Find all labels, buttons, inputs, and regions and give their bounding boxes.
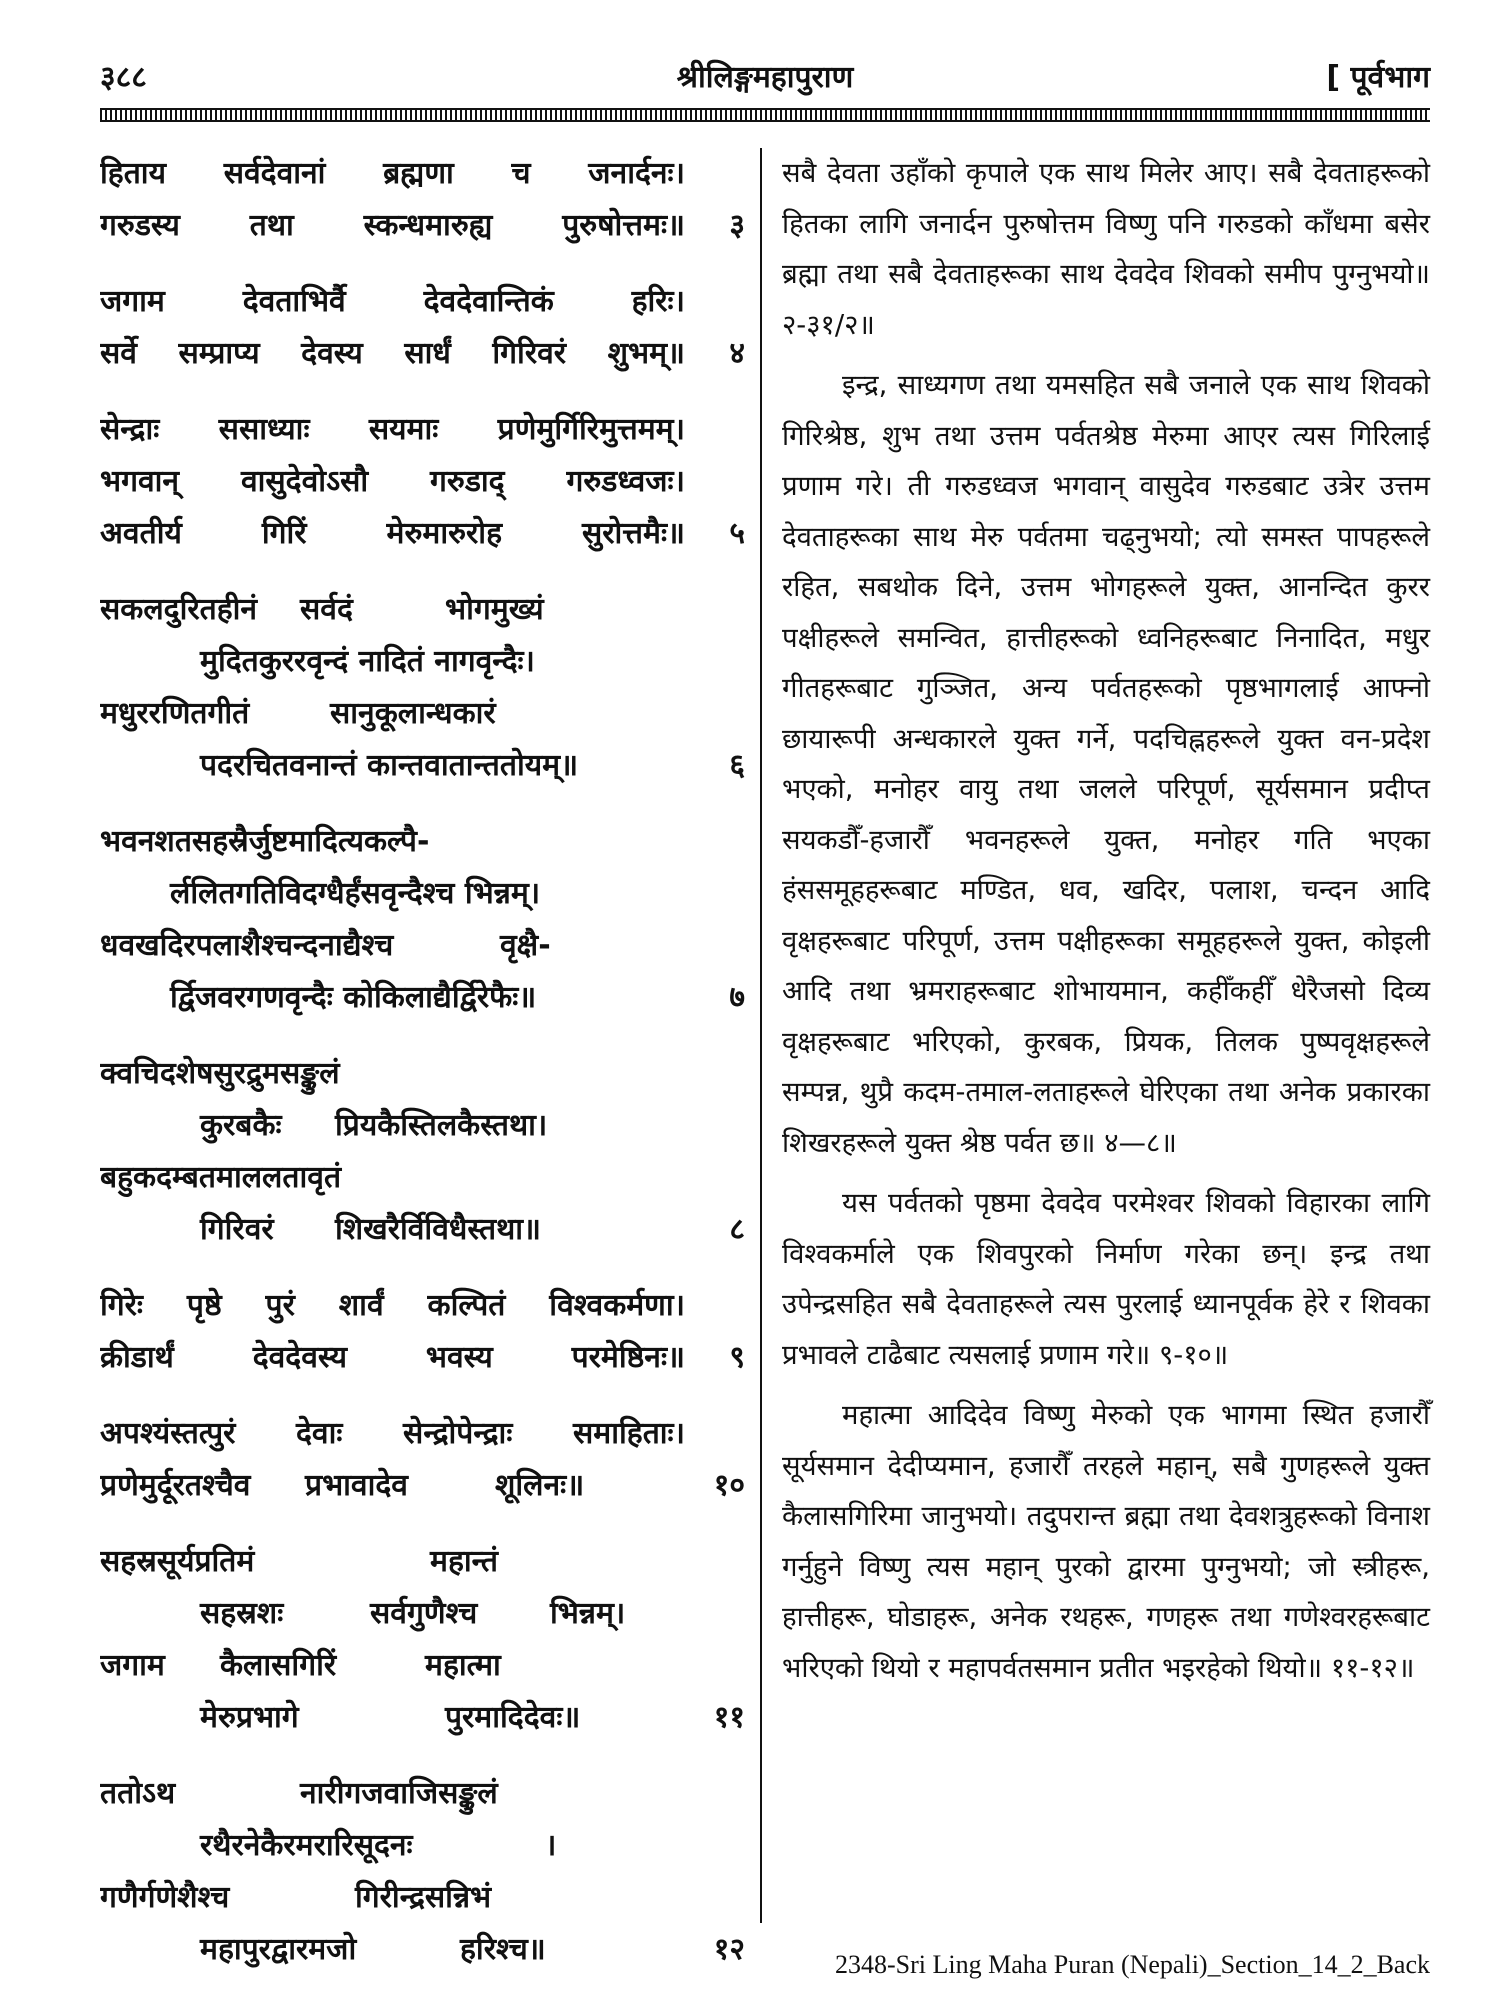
verse-text: भवनशतसहस्रैर्जुष्टमादित्यकल्पै-: [100, 824, 430, 859]
verse-text: भगवान् वासुदेवोऽसौ गरुडाद् गरुडध्वजः।: [100, 464, 685, 499]
translation-paragraph: इन्द्र, साध्यगण तथा यमसहित सबै जनाले एक साथ शिवको गिरिश्रेष्ठ, शुभ तथा उत्तम पर्वतश्रेष्ठ मेरुमा आएर त्यस गिरिलाई प्रणाम गरे। ती गरुडध्वज भगवान् वासुदेव गरुडबाट उत्रेर उत्तम देवताहरूका साथ मेरु पर्वतमा चढ्नुभयो; त्यो समस्त पापहरूले रहित, सबथोक दिने, उत्तम भोगहरूले युक्त, आनन्दित कुरर पक्षीहरूले समन्वित, हात्तीहरूको ध्वनिहरूबाट निनादित, मधुर गीतहरूबाट गुञ्जित, अन्य पर्वतहरूको पृष्ठभागलाई आफ्नो छायारूपी अन्धकारले युक्त गर्ने, पदचिह्नहरूले युक्त वन-प्रदेश भएको, मनोहर वायु तथा जलले परिपूर्ण, सूर्यसमान प्रदीप्त सयकडौँ-हजारौँ भवनहरूले युक्त, मनोहर गति भएका हंससमूहहरूबाट मण्डित, धव, खदिर, पलाश, चन्दन आदि वृक्षहरूबाट परिपूर्ण, उत्तम पक्षीहरूका समूहहरूले युक्त, कोइली आदि तथा भ्रमराहरूबाट शोभायमान, कहीँकहीँ धेरैजसो दिव्य वृक्षहरूबाट भरिएको, कुरबक, प्रियक, तिलक पुष्पवृक्षहरूले सम्पन्न, थुप्रै कदम-तमाल-लताहरूले घेरिएका तथा अनेक प्रकारका शिखरहरूले युक्त श्रेष्ठ पर्वत छ॥ ४—८॥: [782, 369, 1430, 1159]
verse-text: सेन्द्राः ससाध्याः सयमाः प्रणेमुर्गिरिमुत्तमम्।: [100, 412, 685, 447]
column-divider: [760, 148, 762, 1923]
verse-number: ११: [713, 1700, 745, 1735]
section-label: [ पूर्वभाग: [1326, 60, 1430, 95]
verse-text: बहुकदम्बतमाललतावृतं: [100, 1160, 342, 1195]
verse-line: [100, 1204, 745, 1256]
verse-line: [100, 584, 745, 636]
verse-line: [100, 328, 745, 380]
verse-text: महात्मा: [425, 1648, 501, 1683]
verse-line: [100, 1100, 745, 1152]
verse-text: गिरीन्द्रसन्निभं: [355, 1880, 492, 1915]
verse-number: ८: [729, 1212, 745, 1247]
verse-number: ५: [729, 516, 745, 551]
verse-line: [100, 688, 745, 740]
verse-line: [100, 456, 745, 508]
verse-line: [100, 972, 745, 1024]
verse-line: [100, 636, 745, 688]
verse-text: र्ललितगतिविदग्धैर्हंसवृन्दैश्च भिन्नम्।: [170, 876, 541, 911]
footer-code: 2348-Sri Ling Maha Puran (Nepali)_Section_14_2_Back: [835, 1950, 1430, 1979]
verse-block: [100, 1048, 745, 1256]
verse-line: [100, 1332, 745, 1384]
verse-text: भोगमुख्यं: [445, 592, 544, 627]
verse-text: हिताय सर्वदेवानां ब्रह्मणा च जनार्दनः।: [100, 156, 685, 191]
verse-text: भिन्नम्।: [550, 1596, 626, 1631]
verse-text: प्रणेमुर्दूरतश्चैव: [100, 1468, 251, 1503]
verse-text: जगाम: [100, 1648, 165, 1683]
verse-text: अवतीर्य गिरिं मेरुमारुरोह सुरोत्तमैः॥: [100, 516, 685, 551]
verse-number: ४: [729, 336, 745, 371]
verse-line: [100, 1408, 745, 1460]
verse-text: क्रीडार्थं देवदेवस्य भवस्य परमेष्ठिनः॥: [100, 1340, 685, 1375]
verse-number: १०: [713, 1468, 745, 1503]
verse-text: महान्तं: [430, 1544, 498, 1579]
verse-line: [100, 1588, 745, 1640]
translation-paragraph: महात्मा आदिदेव विष्णु मेरुको एक भागमा स्थित हजारौँ सूर्यसमान देदीप्यमान, हजारौँ तरहले महान्, सबै गुणहरूले युक्त कैलासगिरिमा जानुभयो। तदुपरान्त ब्रह्मा तथा देवशत्रुहरूको विनाश गर्नुहुने विष्णु त्यस महान् पुरको द्वारमा पुग्नुभयो; जो स्त्रीहरू, हात्तीहरू, घोडाहरू, अनेक रथहरू, गणहरू तथा गणेश्वरहरूबाट भरिएको थियो र महापर्वतसमान प्रतीत भइरहेको थियो॥ ११-१२॥: [782, 1399, 1430, 1684]
verse-block: [100, 276, 745, 380]
verse-text: मधुररणितगीतं: [100, 696, 250, 731]
verse-text: मेरुप्रभागे: [200, 1700, 299, 1735]
verse-block: [100, 1768, 745, 1976]
verse-text: सहस्रशः: [200, 1596, 284, 1631]
verse-block: [100, 1280, 745, 1384]
verse-text: गिरेः पृष्ठे पुरं शार्वं कल्पितं विश्वकर्मणा।: [100, 1288, 685, 1323]
verse-text: शूलिनः॥: [495, 1468, 585, 1503]
verse-text: सर्वदं: [300, 592, 353, 627]
verse-text: गणैर्गणेशैश्च: [100, 1880, 230, 1915]
verse-line: [100, 1640, 745, 1692]
verse-text: सहस्रसूर्यप्रतिमं: [100, 1544, 255, 1579]
verse-text: कैलासगिरिं: [220, 1648, 337, 1683]
verse-text: महापुरद्वारमजो: [200, 1932, 357, 1967]
verse-block: [100, 1408, 745, 1512]
page-header: [100, 55, 1430, 101]
verse-line: [100, 1280, 745, 1332]
verse-text: प्रभावादेव: [305, 1468, 408, 1503]
verse-text: ।: [545, 1828, 557, 1863]
page-number: ३८८: [100, 60, 147, 95]
verse-text: अपश्यंस्तत्पुरं देवाः सेन्द्रोपेन्द्राः समाहिताः।: [100, 1416, 685, 1451]
verse-line: [100, 920, 745, 972]
nepali-translation: [782, 148, 1430, 1703]
verse-line: [100, 740, 745, 792]
verse-line: [100, 1924, 745, 1976]
verse-line: [100, 276, 745, 328]
verse-number: ३: [729, 208, 745, 243]
verse-block: [100, 584, 745, 792]
verse-line: [100, 1820, 745, 1872]
verse-text: धवखदिरपलाशैश्चन्दनाद्यैश्च: [100, 928, 394, 963]
verse-line: [100, 1048, 745, 1100]
verse-block: [100, 404, 745, 560]
verse-line: [100, 508, 745, 560]
verse-line: [100, 868, 745, 920]
verse-text: क्वचिदशेषसुरद्रुमसङ्कुलं: [100, 1056, 340, 1091]
verse-line: [100, 1768, 745, 1820]
translation-paragraph: यस पर्वतको पृष्ठमा देवदेव परमेश्वर शिवको विहारका लागि विश्वकर्माले एक शिवपुरको निर्माण गरेका छन्। इन्द्र तथा उपेन्द्रसहित सबै देवताहरूले त्यस पुरलाई ध्यानपूर्वक हेरे र शिवका प्रभावले टाढैबाट त्यसलाई प्रणाम गरे॥ ९-१०॥: [782, 1187, 1430, 1371]
verse-text: कुरबकैः: [200, 1108, 282, 1143]
verse-text: मुदितकुररवृन्दं नादितं नागवृन्दैः।: [200, 644, 535, 679]
verse-text: वृक्षै-: [500, 928, 551, 963]
verse-number: १२: [713, 1932, 745, 1967]
verse-text: नारीगजवाजिसङ्कुलं: [300, 1776, 498, 1811]
verse-text: सर्वगुणैश्च: [370, 1596, 478, 1631]
verse-text: पुरमादिदेवः॥: [445, 1700, 581, 1735]
translation-paragraph: सबै देवता उहाँको कृपाले एक साथ मिलेर आए। सबै देवताहरूको हितका लागि जनार्दन पुरुषोत्तम विष्णु पनि गरुडको काँधमा बसेर ब्रह्मा तथा सबै देवताहरूका साथ देवदेव शिवको समीप पुग्नुभयो॥ २-३१/२॥: [782, 157, 1430, 341]
verse-line: [100, 1692, 745, 1744]
verse-line: [100, 1872, 745, 1924]
verse-line: [100, 1536, 745, 1588]
book-title: श्रीलिङ्गमहापुराण: [676, 60, 854, 95]
verse-number: ७: [729, 980, 745, 1015]
verse-text: गरुडस्य तथा स्कन्धमारुह्य पुरुषोत्तमः॥: [100, 208, 685, 243]
verse-text: ततोऽथ: [100, 1776, 176, 1811]
verse-line: [100, 1460, 745, 1512]
verse-text: गिरिवरं: [200, 1212, 274, 1247]
verse-text: शिखरैर्विविधैस्तथा॥: [335, 1212, 542, 1247]
verse-line: [100, 1152, 745, 1204]
verse-line: [100, 148, 745, 200]
verse-text: प्रियकैस्तिलकैस्तथा।: [335, 1108, 548, 1143]
sanskrit-verses: [100, 148, 745, 2000]
verse-line: [100, 404, 745, 456]
verse-text: रथैरनेकैरमरारिसूदनः: [200, 1828, 413, 1863]
verse-text: जगाम देवताभिर्वै देवदेवान्तिकं हरिः।: [100, 284, 685, 319]
verse-text: र्द्विजवरगणवृन्दैः कोकिलाद्यैर्द्विरेफैः॥: [170, 980, 537, 1015]
decorative-border: [100, 108, 1430, 122]
verse-number: ९: [729, 1340, 745, 1375]
verse-text: सकलदुरितहीनं: [100, 592, 258, 627]
verse-text: हरिश्च॥: [460, 1932, 546, 1967]
verse-number: ६: [729, 748, 745, 783]
verse-line: [100, 200, 745, 252]
verse-line: [100, 816, 745, 868]
verse-block: [100, 148, 745, 252]
verse-text: पदरचितवनान्तं कान्तवातान्ततोयम्॥: [200, 748, 579, 783]
verse-text: सानुकूलान्धकारं: [330, 696, 496, 731]
verse-text: सर्वे सम्प्राप्य देवस्य सार्धं गिरिवरं शुभम्॥: [100, 336, 685, 371]
verse-block: [100, 816, 745, 1024]
verse-block: [100, 1536, 745, 1744]
